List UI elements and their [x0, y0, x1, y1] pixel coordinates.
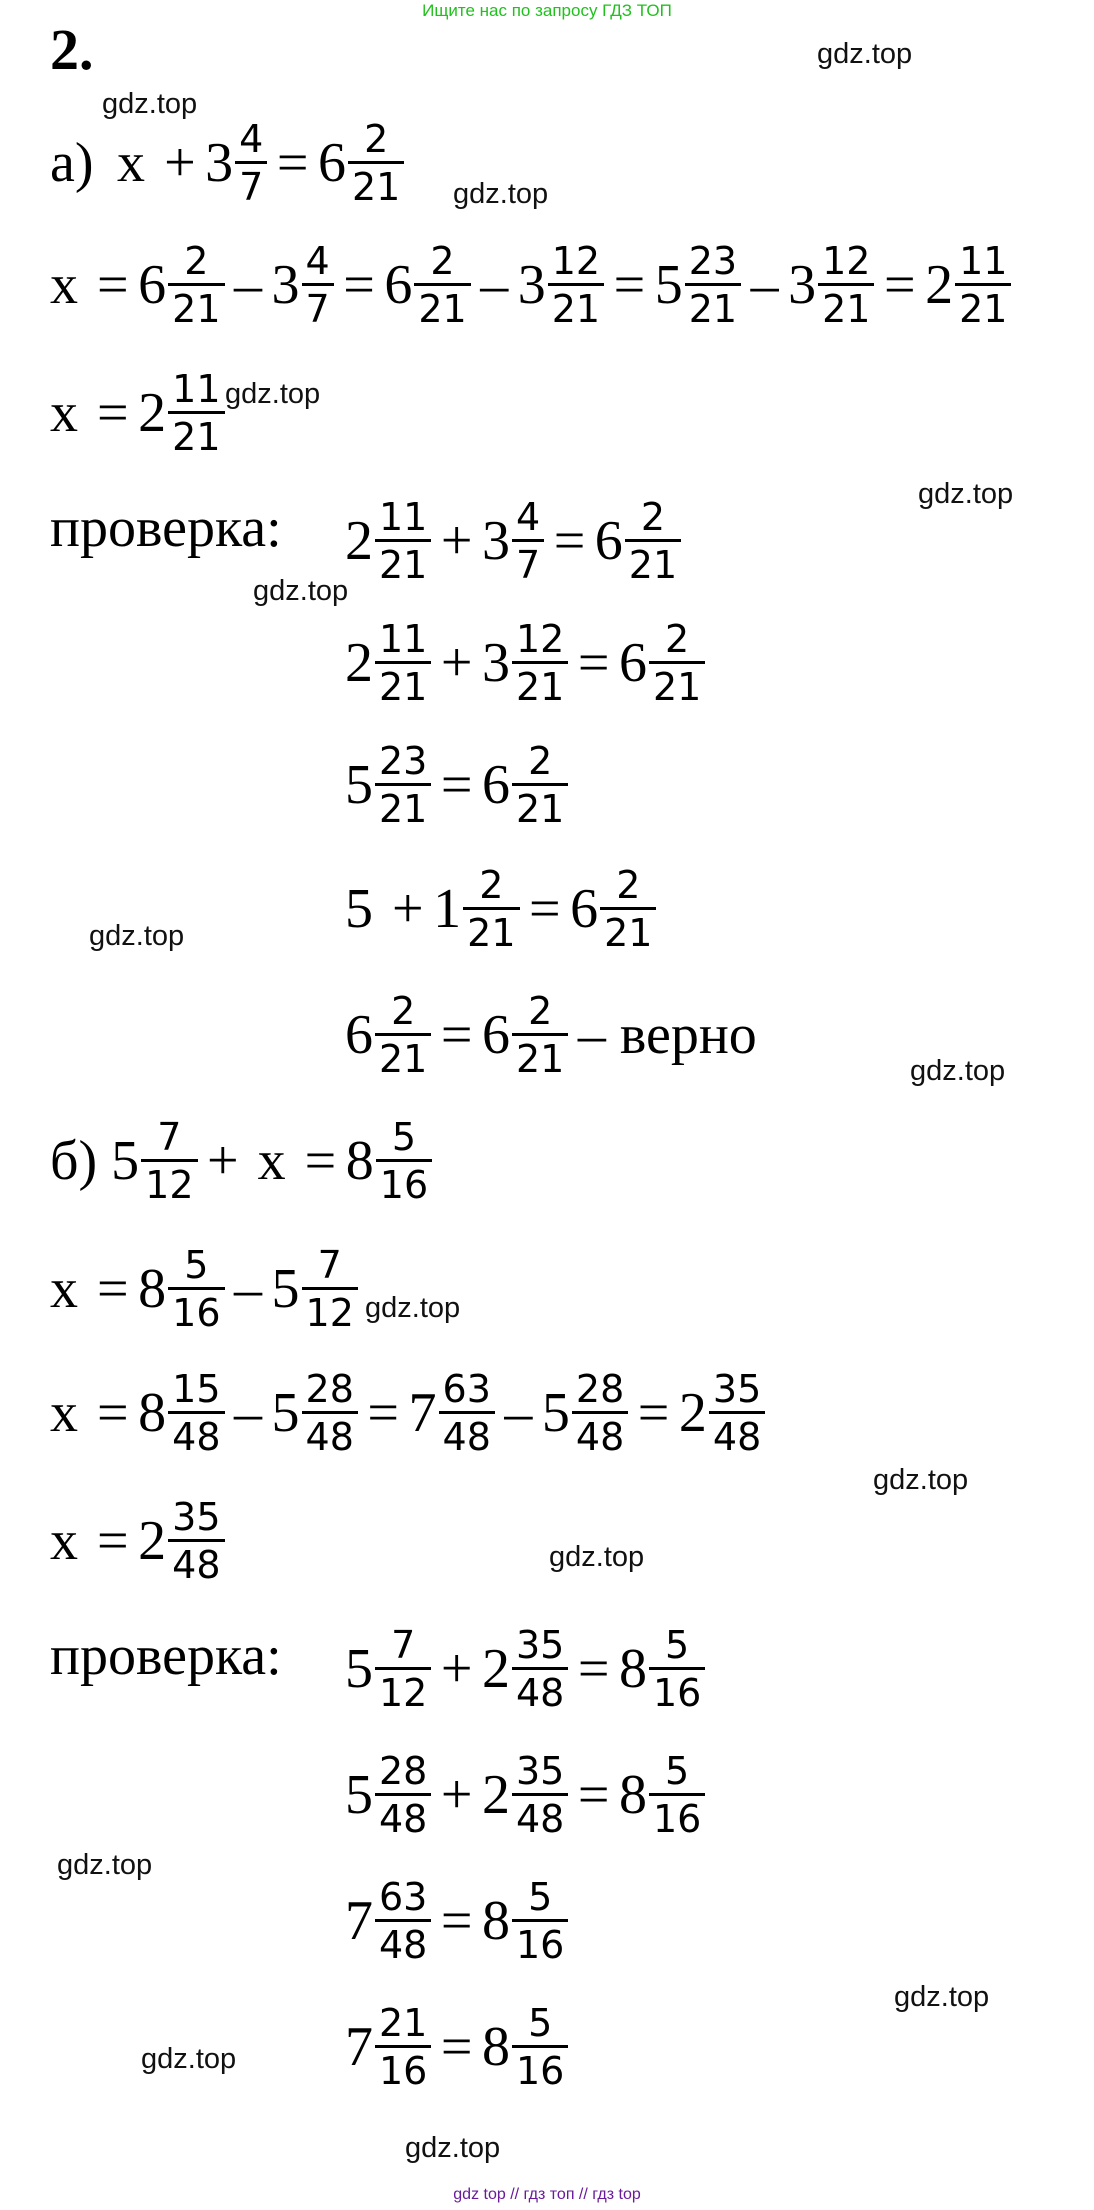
fraction [955, 239, 1011, 331]
watermark: gdz.top [365, 1292, 461, 1324]
whole-part: 5 [271, 1382, 300, 1444]
numerator: 11 [172, 367, 221, 411]
mixed-number [384, 239, 470, 331]
mixed-number [205, 117, 267, 209]
equals-sign: = [304, 1130, 337, 1192]
mixed-number [345, 2001, 431, 2093]
numerator: 2 [430, 239, 455, 283]
part-b-check-line-2 [345, 1749, 705, 1841]
mixed-number [481, 989, 568, 1081]
denominator: 21 [649, 661, 705, 706]
fraction [600, 863, 656, 955]
mixed-number [345, 989, 431, 1081]
denominator: 48 [512, 1667, 568, 1712]
whole-part: 2 [345, 510, 373, 572]
watermark: gdz.top [405, 2132, 501, 2164]
numerator: 35 [712, 1367, 762, 1411]
equals-sign: = [440, 2016, 473, 2078]
denominator: 48 [168, 1411, 224, 1456]
numerator: 2 [479, 863, 504, 907]
check-label: проверка: [50, 497, 282, 559]
plus-sign: + [164, 132, 196, 194]
fraction [375, 1749, 431, 1841]
part-a-solution-line-1 [50, 239, 1011, 331]
whole-part: 6 [618, 632, 647, 694]
watermark: gdz.top [918, 478, 1014, 510]
whole-part: 3 [517, 254, 546, 316]
whole-part: 2 [138, 1510, 167, 1572]
equals-sign: = [97, 1258, 129, 1320]
mixed-number [594, 495, 681, 587]
variable-x: x [257, 1130, 286, 1192]
fraction [376, 1115, 432, 1207]
numerator: 28 [379, 1749, 428, 1793]
fraction [512, 1749, 568, 1841]
denominator: 16 [649, 1667, 705, 1712]
denominator: 16 [376, 1159, 432, 1204]
denominator: 21 [818, 283, 874, 328]
mixed-number [481, 1623, 568, 1715]
mixed-number [345, 1623, 431, 1715]
denominator: 21 [685, 283, 741, 328]
numerator: 12 [551, 239, 601, 283]
fraction [302, 1243, 358, 1335]
whole-part: 3 [481, 632, 510, 694]
fraction [375, 1875, 431, 1967]
equals-sign: = [637, 1382, 670, 1444]
whole-part: 7 [345, 1890, 373, 1952]
mixed-number [481, 495, 544, 587]
mixed-number [618, 1623, 705, 1715]
part-a-check-label [50, 497, 282, 559]
part-b-check-label [50, 1625, 282, 1687]
mixed-number [433, 863, 519, 955]
whole-part: 6 [481, 754, 510, 816]
denominator: 16 [649, 1793, 705, 1838]
fraction [168, 1243, 224, 1335]
denominator: 48 [512, 1793, 568, 1838]
numerator: 5 [665, 1623, 690, 1667]
equals-sign: = [440, 1004, 473, 1066]
equals-sign: = [883, 254, 916, 316]
mixed-number [481, 1875, 568, 1967]
mixed-number [345, 1875, 431, 1967]
whole-part: 5 [345, 1764, 373, 1826]
numerator: 7 [317, 1243, 342, 1287]
whole-part: 2 [138, 382, 167, 444]
fraction [375, 2001, 431, 2093]
watermark: gdz.top [253, 575, 349, 607]
minus-sign: – [234, 254, 263, 316]
minus-sign: – [234, 1258, 263, 1320]
variable-x: x [117, 132, 146, 194]
part-b-equation [50, 1115, 432, 1207]
whole-part: 6 [384, 254, 413, 316]
equals-sign: = [343, 254, 375, 316]
whole-part: 5 [541, 1382, 570, 1444]
fraction [649, 617, 705, 709]
denominator: 21 [600, 907, 656, 952]
equals-sign: = [529, 878, 561, 940]
numerator: 5 [528, 2001, 553, 2045]
mixed-number [570, 863, 656, 955]
denominator: 21 [168, 283, 224, 328]
fraction [512, 739, 568, 831]
mixed-number [345, 495, 431, 587]
mixed-number [271, 1367, 358, 1459]
numerator: 2 [640, 495, 666, 539]
numerator: 23 [379, 739, 428, 783]
denominator: 48 [709, 1411, 765, 1456]
part-b-check-line-4 [345, 2001, 568, 2093]
equals-sign: = [97, 1510, 129, 1572]
fraction [168, 1367, 224, 1459]
part-a-check-line-4 [345, 863, 656, 955]
part-b-check-line-3 [345, 1875, 568, 1967]
whole-part: 3 [481, 510, 510, 572]
correct-label: – верно [577, 1004, 757, 1066]
part-b-check-line-1 [345, 1623, 705, 1715]
equals-sign: = [553, 510, 586, 572]
mixed-number [481, 2001, 568, 2093]
mixed-number [618, 617, 705, 709]
whole-part: 5 [345, 754, 373, 816]
variable-x: x [50, 254, 78, 316]
numerator: 28 [305, 1367, 354, 1411]
part-b-solution-line-3 [50, 1495, 225, 1587]
whole-part: 1 [433, 878, 462, 940]
watermark: gdz.top [57, 1849, 153, 1881]
plus-sign: + [440, 510, 473, 572]
equals-sign: = [97, 254, 129, 316]
equals-sign: = [276, 132, 309, 194]
equals-sign: = [577, 632, 610, 694]
denominator: 16 [375, 2045, 431, 2090]
whole-part: 8 [481, 2016, 510, 2078]
denominator: 48 [168, 1539, 224, 1584]
fraction [685, 239, 741, 331]
numerator: 12 [822, 239, 871, 283]
variable-x: x [50, 1258, 78, 1320]
whole-part: 2 [481, 1638, 510, 1700]
whole-part: 7 [408, 1382, 437, 1444]
mixed-number [481, 739, 568, 831]
denominator: 21 [375, 783, 431, 828]
numerator: 28 [575, 1367, 625, 1411]
mixed-number [541, 1367, 628, 1459]
whole-part: 6 [317, 132, 346, 194]
numerator: 4 [305, 239, 330, 283]
fraction [375, 989, 431, 1081]
minus-sign: – [750, 254, 779, 316]
watermark: gdz.top [102, 88, 198, 120]
whole-part: 3 [271, 254, 300, 316]
plus-sign: + [440, 632, 473, 694]
numerator: 4 [515, 495, 541, 539]
plus-sign: + [440, 1638, 473, 1700]
variable-x: x [50, 382, 78, 444]
mixed-number [271, 239, 334, 331]
plus-sign: + [207, 1130, 239, 1192]
fraction [414, 239, 470, 331]
whole-part: 2 [925, 254, 954, 316]
numerator: 2 [391, 989, 416, 1033]
whole-part: 3 [205, 132, 234, 194]
mixed-number [138, 1495, 224, 1587]
numerator: 35 [172, 1495, 221, 1539]
watermark: gdz.top [894, 1981, 990, 2013]
part-a-label: а) [50, 132, 94, 194]
denominator: 16 [512, 2045, 568, 2090]
denominator: 48 [572, 1411, 628, 1456]
denominator: 48 [302, 1411, 358, 1456]
minus-sign: – [234, 1382, 263, 1444]
denominator: 48 [375, 1919, 431, 1964]
watermark: gdz.top [225, 378, 321, 410]
fraction [302, 239, 334, 331]
equals-sign: = [97, 382, 129, 444]
watermark: gdz.top [141, 2043, 237, 2075]
fraction [168, 367, 224, 459]
fraction [649, 1749, 705, 1841]
variable-x: x [50, 1382, 78, 1444]
whole-part: 2 [481, 1764, 510, 1826]
whole-part: 6 [594, 510, 623, 572]
denominator: 21 [168, 411, 224, 456]
numerator: 2 [364, 117, 389, 161]
part-a-check-line-3 [345, 739, 568, 831]
equals-sign: = [440, 1890, 473, 1952]
whole-part: 5 [345, 1638, 373, 1700]
fraction [625, 495, 681, 587]
whole-part: 2 [345, 632, 373, 694]
top-banner: Ищите нас по запросу ГДЗ ТОП [422, 1, 672, 20]
whole-part: 6 [345, 1004, 373, 1066]
part-b-solution-line-2 [50, 1367, 765, 1459]
mixed-number [138, 367, 224, 459]
denominator: 21 [414, 283, 470, 328]
numerator: 2 [528, 739, 553, 783]
part-a-equation [50, 117, 404, 209]
fraction [375, 617, 431, 709]
fraction [235, 117, 267, 209]
numerator: 63 [442, 1367, 491, 1411]
plus-sign: + [440, 1764, 473, 1826]
denominator: 12 [375, 1667, 431, 1712]
fraction [512, 495, 544, 587]
fraction [375, 1623, 431, 1715]
mixed-number [925, 239, 1011, 331]
denominator: 21 [512, 783, 568, 828]
fraction [818, 239, 874, 331]
equals-sign: = [577, 1764, 610, 1826]
denominator: 7 [235, 161, 267, 206]
numerator: 35 [515, 1749, 565, 1793]
denominator: 21 [512, 1033, 568, 1078]
fraction [348, 117, 404, 209]
mixed-number [345, 739, 431, 831]
numerator: 63 [379, 1875, 428, 1919]
minus-sign: – [504, 1382, 533, 1444]
denominator: 7 [302, 283, 334, 328]
denominator: 21 [375, 661, 431, 706]
whole-part: 8 [618, 1764, 647, 1826]
equals-sign: = [367, 1382, 399, 1444]
watermark: gdz.top [817, 38, 913, 70]
mixed-number [481, 1749, 568, 1841]
part-a-check-line-1 [345, 495, 681, 587]
mixed-number [517, 239, 604, 331]
mixed-number [138, 1243, 224, 1335]
mixed-number [618, 1749, 705, 1841]
numerator: 7 [391, 1623, 416, 1667]
whole-part: 3 [788, 254, 817, 316]
numerator: 2 [184, 239, 209, 283]
whole-part: 5 [111, 1130, 140, 1192]
watermark: gdz.top [453, 178, 549, 210]
numerator: 11 [379, 495, 428, 539]
denominator: 16 [512, 1919, 568, 1964]
fraction [512, 989, 568, 1081]
numerator: 5 [665, 1749, 690, 1793]
denominator: 48 [439, 1411, 495, 1456]
watermark: gdz.top [910, 1055, 1006, 1087]
numerator: 5 [391, 1115, 417, 1159]
fraction [709, 1367, 765, 1459]
denominator: 21 [375, 1033, 431, 1078]
whole-part: 6 [481, 1004, 510, 1066]
part-b-label: б) [50, 1130, 98, 1192]
part-a-check-line-5 [345, 989, 766, 1081]
mixed-number [408, 1367, 495, 1459]
denominator: 21 [548, 283, 604, 328]
fraction [375, 495, 431, 587]
denominator: 16 [168, 1287, 224, 1332]
denominator: 12 [141, 1159, 197, 1204]
numerator: 5 [528, 1875, 553, 1919]
numerator: 4 [239, 117, 264, 161]
numerator: 21 [379, 2001, 428, 2045]
fraction [375, 739, 431, 831]
fraction [512, 1623, 568, 1715]
fraction [439, 1367, 495, 1459]
whole-part: 5 [654, 254, 683, 316]
mixed-number [788, 239, 874, 331]
part-a-check-line-2 [345, 617, 705, 709]
footer-links: gdz top // гдз топ // гдз top [453, 2186, 641, 2203]
numerator: 7 [157, 1115, 182, 1159]
fraction [302, 1367, 358, 1459]
whole-part: 8 [345, 1130, 374, 1192]
mixed-number [345, 1115, 432, 1207]
denominator: 21 [348, 161, 404, 206]
variable-x: x [50, 1510, 78, 1572]
whole-part: 8 [138, 1258, 167, 1320]
denominator: 7 [512, 539, 544, 584]
mixed-number [654, 239, 741, 331]
fraction [168, 1495, 224, 1587]
fraction [512, 2001, 568, 2093]
watermark: gdz.top [89, 920, 185, 952]
watermark: gdz.top [873, 1464, 969, 1496]
fraction [141, 1115, 197, 1207]
part-b-solution-line-1 [50, 1243, 358, 1335]
fraction [512, 617, 568, 709]
fraction [548, 239, 604, 331]
fraction [649, 1623, 705, 1715]
whole-number: 5 [345, 878, 373, 940]
denominator: 21 [463, 907, 519, 952]
check-label: проверка: [50, 1625, 282, 1687]
numerator: 15 [172, 1367, 221, 1411]
equals-sign: = [577, 1638, 610, 1700]
numerator: 12 [515, 617, 565, 661]
part-a-solution-line-2 [50, 367, 225, 459]
problem-number: 2. [50, 17, 94, 82]
whole-part: 6 [570, 878, 599, 940]
fraction [572, 1367, 628, 1459]
equals-sign: = [440, 754, 473, 816]
equals-sign: = [97, 1382, 129, 1444]
numerator: 5 [184, 1243, 209, 1287]
whole-part: 8 [618, 1638, 647, 1700]
whole-part: 8 [138, 1382, 167, 1444]
mixed-number [317, 117, 404, 209]
watermark: gdz.top [549, 1541, 645, 1573]
plus-sign: + [392, 878, 424, 940]
equals-sign: = [613, 254, 646, 316]
mixed-number [138, 239, 224, 331]
denominator: 21 [512, 661, 568, 706]
denominator: 48 [375, 1793, 431, 1838]
fraction [512, 1875, 568, 1967]
denominator: 12 [302, 1287, 358, 1332]
denominator: 21 [955, 283, 1011, 328]
mixed-number [271, 1243, 358, 1335]
numerator: 2 [528, 989, 553, 1033]
numerator: 23 [688, 239, 738, 283]
fraction [168, 239, 224, 331]
whole-part: 5 [271, 1258, 300, 1320]
mixed-number [345, 1749, 431, 1841]
numerator: 2 [665, 617, 690, 661]
numerator: 35 [515, 1623, 565, 1667]
denominator: 21 [375, 539, 431, 584]
mixed-number [481, 617, 568, 709]
whole-part: 6 [138, 254, 167, 316]
minus-sign: – [480, 254, 509, 316]
numerator: 2 [616, 863, 641, 907]
mixed-number [678, 1367, 765, 1459]
numerator: 11 [379, 617, 428, 661]
whole-part: 8 [481, 1890, 510, 1952]
denominator: 21 [625, 539, 681, 584]
mixed-number [345, 617, 431, 709]
mixed-number [138, 1367, 224, 1459]
whole-part: 7 [345, 2016, 373, 2078]
whole-part: 2 [678, 1382, 707, 1444]
mixed-number [111, 1115, 197, 1207]
fraction [463, 863, 519, 955]
numerator: 11 [959, 239, 1008, 283]
